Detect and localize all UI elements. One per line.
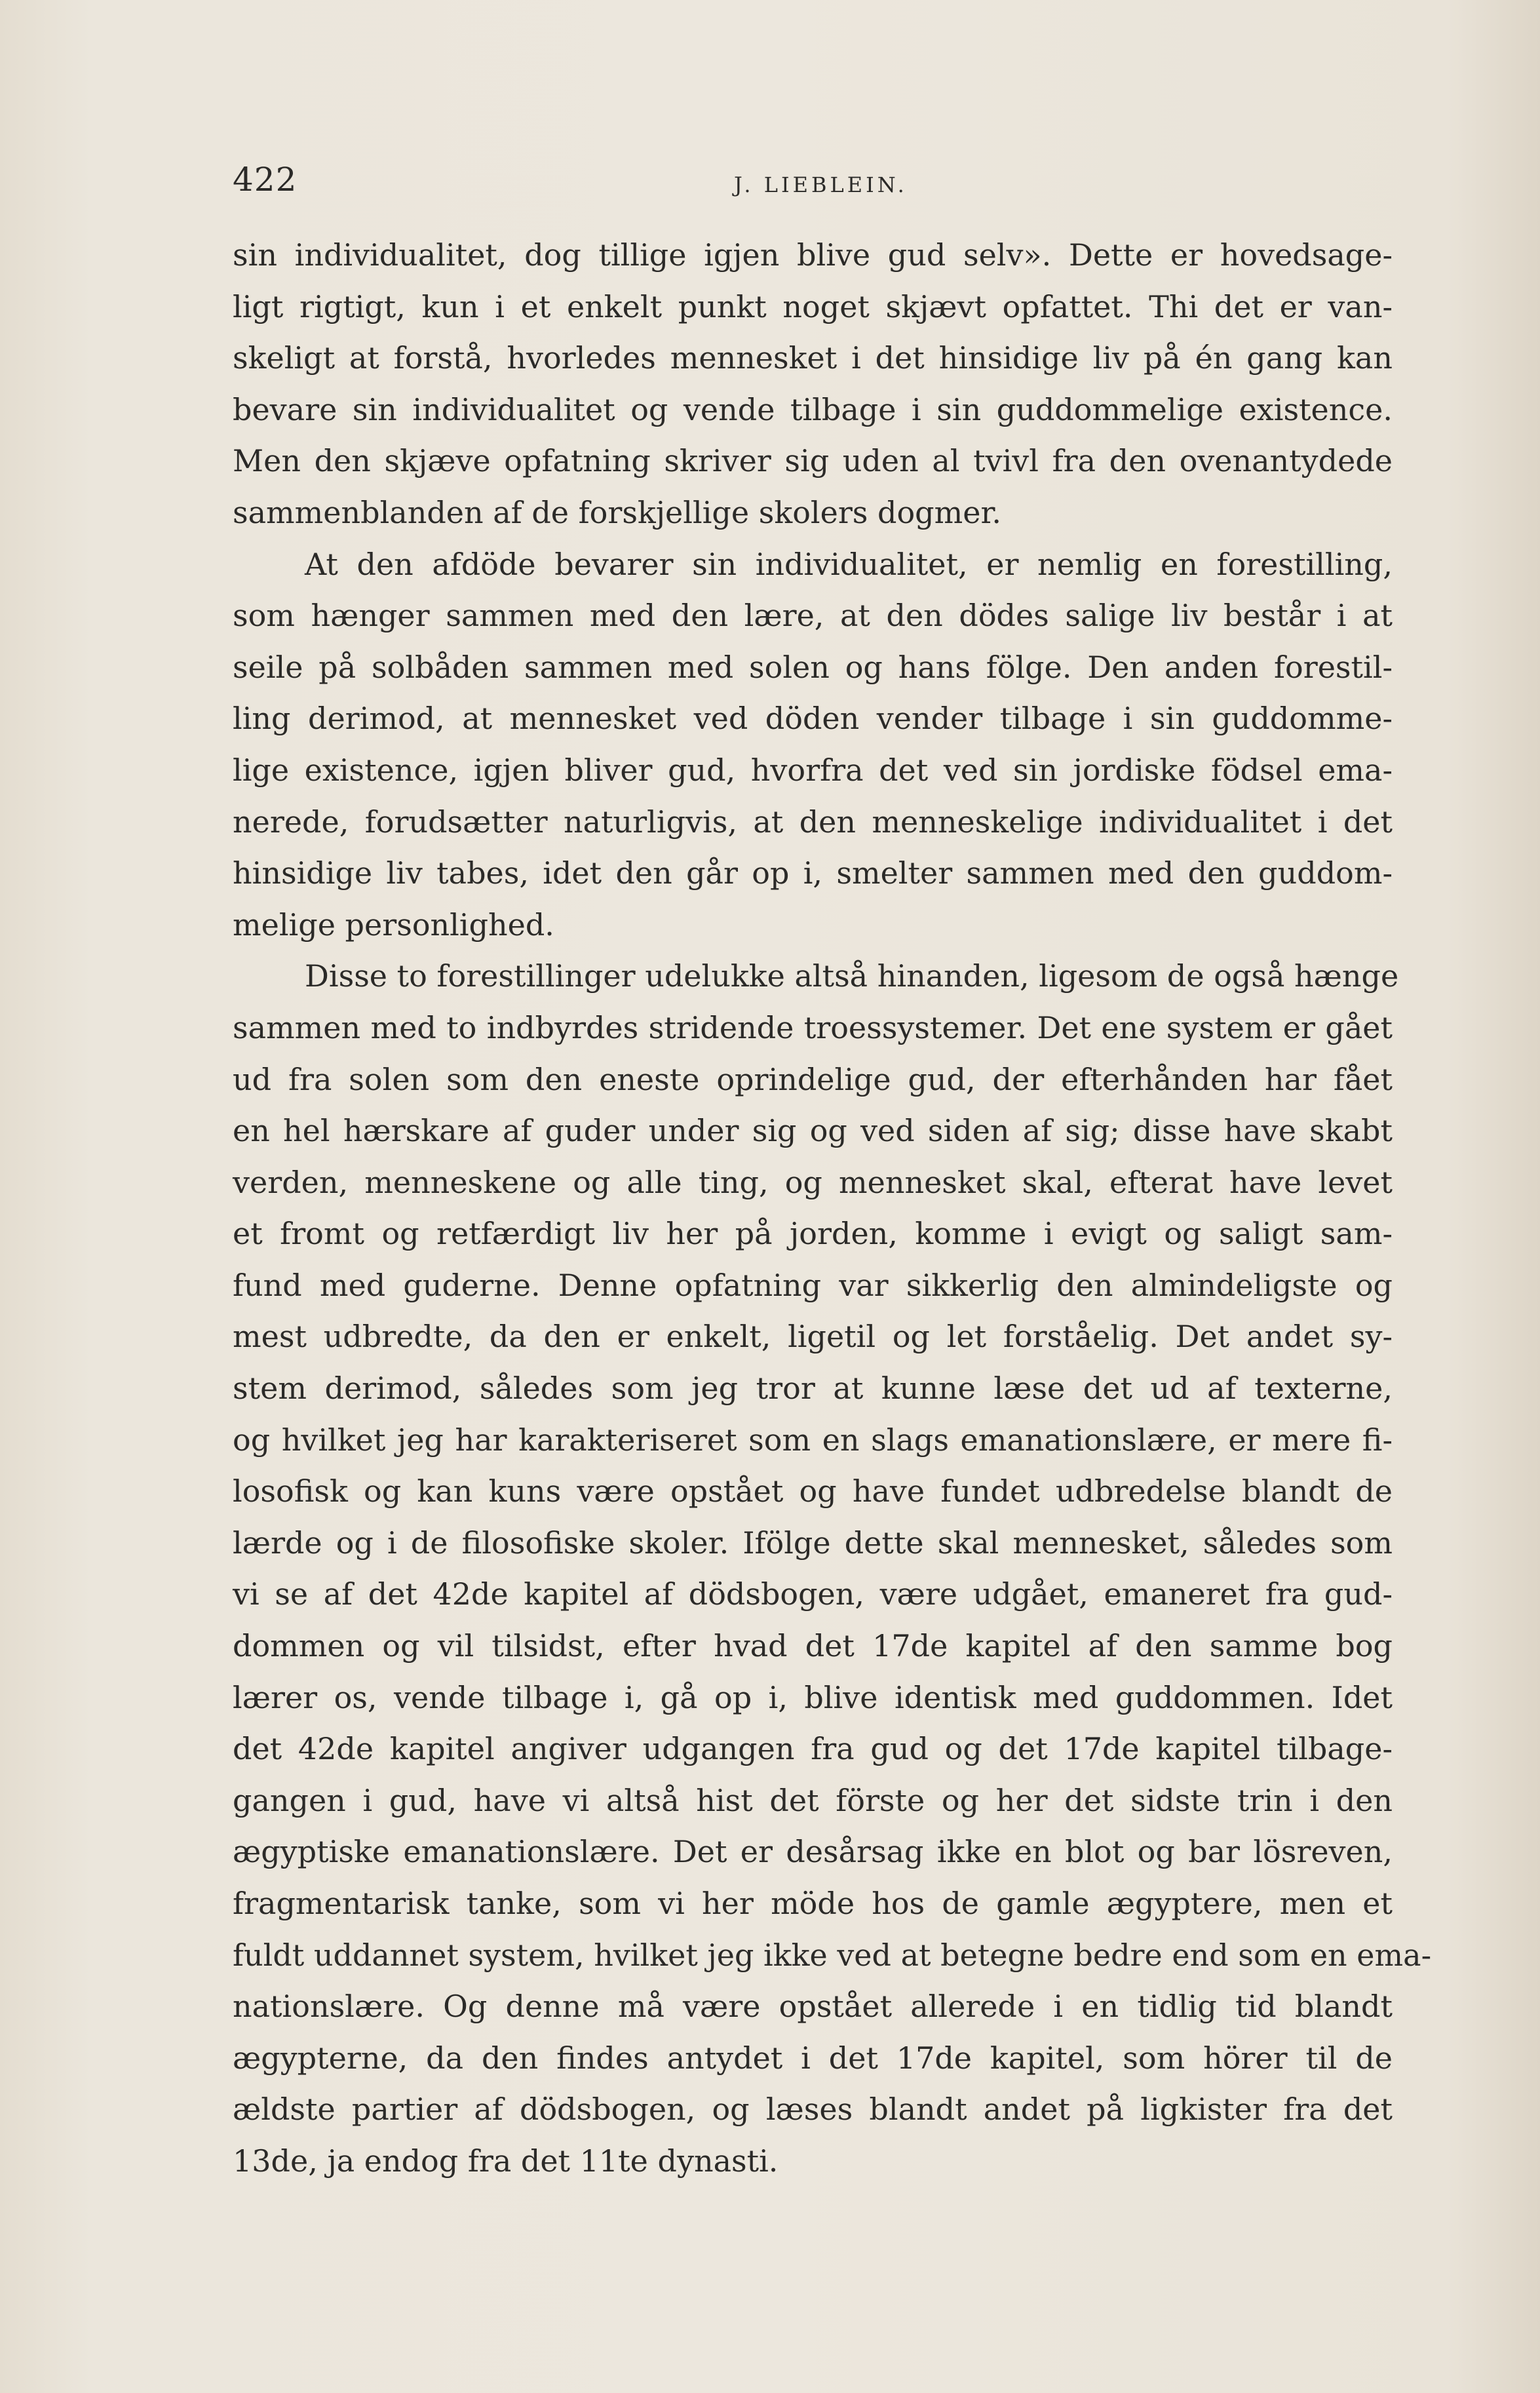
text-line: hinsidige liv tabes, idet den går op i, smelter sammen med den guddom-: [233, 855, 1393, 891]
text-line: fuldt uddannet system, hvilket jeg ikke ved at betegne bedre end som en ema-: [233, 1937, 1432, 1973]
text-line: melige personlighed.: [233, 906, 554, 943]
text-line: stem derimod, således som jeg tror at kunne læse det ud af texterne,: [233, 1371, 1393, 1407]
text-line: lærde og i de filosofiske skoler. Ifölge dette skal mennesket, således som: [233, 1525, 1393, 1561]
text-line: bevare sin individualitet og vende tilbage i sin guddommelige existence.: [233, 391, 1393, 427]
text-line: fund med guderne. Denne opfatning var sikkerlig den almindeligste og: [233, 1267, 1393, 1303]
page-number: 422: [233, 161, 298, 199]
text-line: det 42de kapitel angiver udgangen fra gud og det 17de kapitel tilbage-: [233, 1731, 1393, 1767]
text-line: som hænger sammen med den lære, at den dödes salige liv består i at: [233, 598, 1393, 634]
text-line: losofisk og kan kuns være opstået og have fundet udbredelse blandt de: [233, 1473, 1393, 1509]
text-line: At den afdöde bevarer sin individualitet, er nemlig en forestilling,: [305, 546, 1393, 582]
text-line: ligt rigtigt, kun i et enkelt punkt noget skjævt opfattet. Thi det er van-: [233, 288, 1393, 324]
text-line: nerede, forudsætter naturligvis, at den menneskelige individualitet i det: [233, 804, 1393, 840]
text-line: nationslære. Og denne må være opstået allerede i en tidlig tid blandt: [233, 1989, 1393, 2025]
text-line: Men den skjæve opfatning skriver sig uden al tvivl fra den ovenantydede: [233, 443, 1393, 479]
text-line: fragmentarisk tanke, som vi her möde hos de gamle ægyptere, men et: [233, 1886, 1393, 1921]
body-text: [233, 229, 1432, 2187]
page-header: [233, 161, 1393, 206]
text-line: ling derimod, at mennesket ved döden vender tilbage i sin guddomme-: [233, 701, 1393, 737]
text-line: ægypterne, da den findes antydet i det 17de kapitel, som hörer til de: [233, 2040, 1393, 2076]
running-head: J. LIEBLEIN.: [734, 172, 908, 197]
text-line: og hvilket jeg har karakteriseret som en slags emanationslære, er mere fi-: [233, 1422, 1393, 1458]
text-line: seile på solbåden sammen med solen og hans fölge. Den anden forestil-: [233, 649, 1393, 685]
text-line: ægyptiske emanationslære. Det er desårsag ikke en blot og bar lösreven,: [233, 1834, 1393, 1870]
text-line: lærer os, vende tilbage i, gå op i, blive identisk med guddommen. Idet: [233, 1679, 1393, 1715]
text-line: sammen med to indbyrdes stridende troessystemer. Det ene system er gået: [233, 1009, 1393, 1045]
text-line: 13de, ja endog fra det 11te dynasti.: [233, 2143, 779, 2179]
text-line: vi se af det 42de kapitel af dödsbogen, være udgået, emaneret fra gud-: [233, 1576, 1393, 1612]
text-line: Disse to forestillinger udelukke altså hinanden, ligesom de også hænge: [305, 958, 1399, 994]
text-line: verden, menneskene og alle ting, og mennesket skal, efterat have levet: [233, 1164, 1393, 1200]
text-line: sammenblanden af de forskjellige skolers dogmer.: [233, 494, 1002, 530]
text-line: lige existence, igjen bliver gud, hvorfra det ved sin jordiske födsel ema-: [233, 752, 1393, 788]
text-line: skeligt at forstå, hvorledes mennesket i det hinsidige liv på én gang kan: [233, 340, 1393, 376]
text-line: sin individualitet, dog tillige igjen blive gud selv». Dette er hovedsage-: [233, 237, 1393, 273]
text-line: dommen og vil tilsidst, efter hvad det 17de kapitel af den samme bog: [233, 1628, 1393, 1664]
text-line: en hel hærskare af guder under sig og ved siden af sig; disse have skabt: [233, 1113, 1393, 1149]
text-line: mest udbredte, da den er enkelt, ligetil og let forståelig. Det andet sy-: [233, 1319, 1393, 1355]
text-line: ud fra solen som den eneste oprindelige gud, der efterhånden har fået: [233, 1061, 1393, 1097]
text-line: et fromt og retfærdigt liv her på jorden, komme i evigt og saligt sam-: [233, 1216, 1393, 1252]
text-line: gangen i gud, have vi altså hist det förste og her det sidste trin i den: [233, 1782, 1393, 1818]
text-line: ældste partier af dödsbogen, og læses blandt andet på ligkister fra det: [233, 2091, 1393, 2128]
